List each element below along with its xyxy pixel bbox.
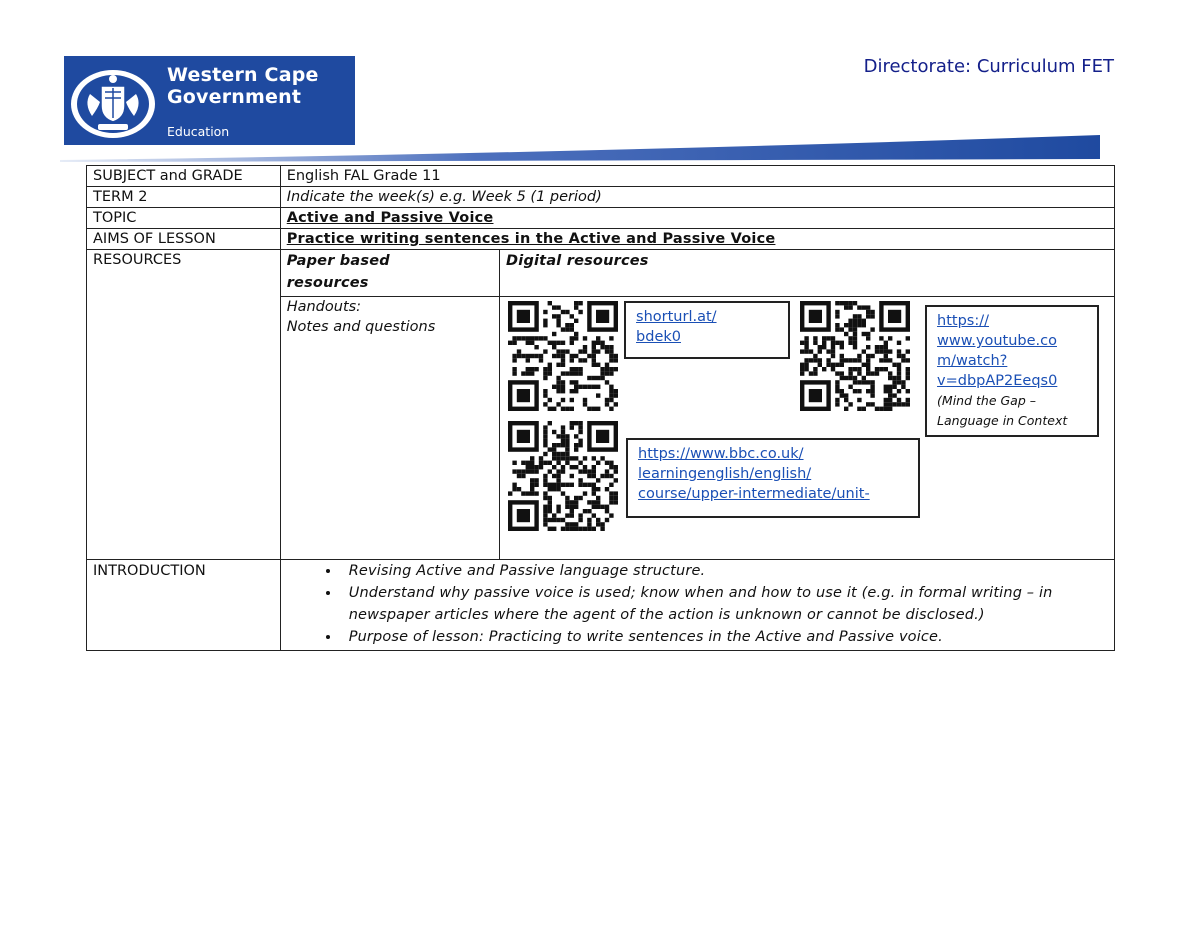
directorate-title: Directorate: Curriculum FET (863, 56, 1114, 77)
introduction-list (287, 560, 1108, 648)
shorturl-link-line1[interactable]: shorturl.at/ (636, 309, 717, 325)
topic-label: TOPIC (87, 208, 281, 229)
paper-line-notes: Notes and questions (286, 319, 436, 335)
paper-line-handouts: Handouts: (286, 299, 362, 315)
digital-resources-heading: Digital resources (500, 250, 1115, 297)
youtube-link-line2[interactable]: www.youtube.co (937, 333, 1057, 349)
aims-label: AIMS OF LESSON (87, 229, 281, 250)
bbc-link-line2[interactable]: learningenglish/english/ (638, 466, 812, 482)
paper-heading-line2: resources (286, 275, 369, 291)
logo-text-western-cape: Western Cape (167, 64, 319, 86)
logo-text-education: Education (167, 124, 230, 139)
youtube-link-box[interactable] (925, 305, 1099, 437)
qr-code-icon[interactable] (800, 301, 910, 411)
topic-value: Active and Passive Voice (280, 208, 1114, 229)
aims-value: Practice writing sentences in the Active and Passive Voice (280, 229, 1114, 250)
paper-resources-heading (280, 250, 499, 297)
table-row (87, 229, 1115, 250)
youtube-link-line1[interactable]: https:// (937, 313, 990, 329)
youtube-link-line3[interactable]: m/watch? (937, 353, 1008, 369)
logo-text-government: Government (167, 86, 302, 108)
table-row (87, 250, 1115, 297)
list-item: • Revising Active and Passive language structure. (341, 560, 1108, 582)
table-row (87, 560, 1115, 651)
bbc-link-line1[interactable]: https://www.bbc.co.uk/ (638, 446, 804, 462)
introduction-label: INTRODUCTION (87, 560, 281, 651)
paper-resources-cell (280, 297, 499, 560)
term-label: TERM 2 (87, 187, 281, 208)
term-value: Indicate the week(s) e.g. Week 5 (1 period) (280, 187, 1114, 208)
shorturl-link-line2[interactable]: bdek0 (636, 329, 681, 345)
bbc-link-line3[interactable]: course/upper-intermediate/unit- (638, 486, 870, 502)
table-row (87, 187, 1115, 208)
bbc-link-box[interactable] (626, 438, 920, 518)
paper-heading-line1: Paper based (286, 253, 390, 269)
list-item: • Understand why passive voice is used; know when and how to use it (e.g. in formal writing – in newspaper articles where the agent of the action is unknown or cannot be disclosed.) (341, 582, 1108, 626)
resources-label: RESOURCES (87, 250, 281, 560)
lesson-plan-table (86, 165, 1115, 651)
header-swoosh (60, 132, 1100, 162)
subject-label: SUBJECT and GRADE (87, 166, 281, 187)
table-row (87, 166, 1115, 187)
list-item: • Purpose of lesson: Practicing to write sentences in the Active and Passive voice. (341, 626, 1108, 648)
table-row (87, 208, 1115, 229)
youtube-note-line1: (Mind the Gap – (937, 393, 1036, 408)
qr-code-icon[interactable] (508, 301, 618, 411)
youtube-link-line4[interactable]: v=dbpAP2Eeqs0 (937, 373, 1058, 389)
subject-value: English FAL Grade 11 (280, 166, 1114, 187)
shorturl-link-box[interactable] (624, 301, 790, 359)
introduction-cell (280, 560, 1114, 651)
qr-code-icon[interactable] (508, 421, 618, 531)
youtube-note-line2: Language in Context (937, 413, 1068, 428)
coat-of-arms-icon (68, 64, 158, 140)
digital-resources-cell (500, 297, 1115, 560)
